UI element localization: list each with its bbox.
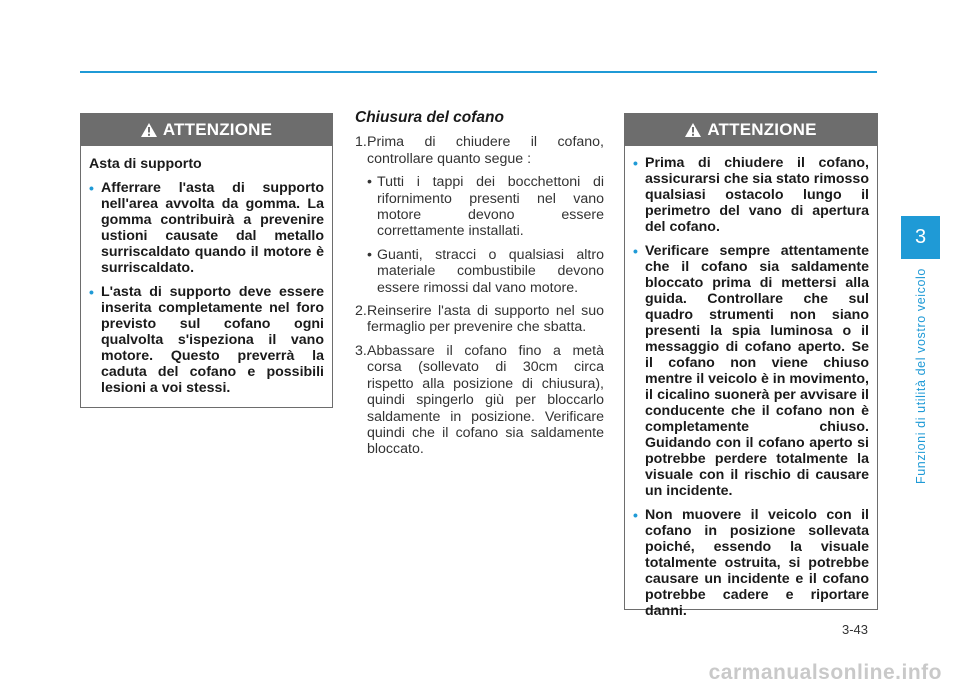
- warning-header-label: ATTENZIONE: [707, 120, 817, 139]
- warning-box-left: [80, 113, 333, 408]
- procedure-step: 2. Reinserire l'asta di supporto nel suo fermaglio per prevenire che sbatta.: [355, 303, 604, 336]
- bullet-dot-icon: •: [367, 246, 372, 263]
- bullet-dot-icon: •: [633, 243, 638, 259]
- chapter-title-vertical: Funzioni di utilità del vostro veicolo: [914, 268, 928, 484]
- page-number: 3-43: [842, 622, 869, 637]
- procedure-step: 3. Abbassare il cofano fino a metà corsa (sollevato di 30cm circa rispetto alla posizione di chiusura), quindi spingerlo giù per bloccarlo saldamente in posizione. Verificare quindi che il cofano sia saldamente bloccato.: [355, 342, 604, 458]
- watermark: carmanualsonline.info: [708, 661, 942, 684]
- warning-bullet: • Afferrare l'asta di supporto nell'area avvolta da gomma. La gomma contribuirà a prevenire ustioni causate dal metallo surriscaldato quando il motore è surriscaldato.: [89, 180, 324, 276]
- procedure-column: [355, 110, 604, 465]
- procedure-sub-bullet: • Guanti, stracci o qualsiasi altro materiale combustibile devono essere rimossi dal vano motore.: [367, 246, 604, 296]
- bullet-dot-icon: •: [633, 155, 638, 171]
- warning-triangle-icon: [685, 123, 701, 137]
- procedure-title: Chiusura del cofano: [355, 109, 504, 126]
- warning-triangle-icon: [141, 123, 157, 137]
- warning-bullet: • Verificare sempre attentamente che il cofano sia saldamente bloccato prima di mettersi alla guida. Controllare che sul quadro strumenti non siano presenti la spia luminosa o il messaggio di cofano aperto. Se il cofano non viene chiuso mentre il veicolo è in movimento, il cicalino suonerà per avvisare il conducente che il cofano non è completamente chiuso. Guidando con il cofano aperto si potrebbe perdere totalmente la visuale con il rischio di causare un incidente.: [633, 243, 869, 499]
- bullet-dot-icon: •: [89, 284, 94, 300]
- warning-bullet: • Non muovere il veicolo con il cofano in posizione sollevata poiché, essendo la visuale totalmente ostruita, si potrebbe causare un incidente e il cofano potrebbe cadere e riportare danni.: [633, 507, 869, 619]
- bullet-dot-icon: •: [367, 174, 372, 191]
- warning-box-right: [624, 113, 878, 619]
- chapter-tab: 3: [901, 216, 940, 259]
- top-divider: [80, 71, 877, 73]
- procedure-sub-bullet: • Tutti i tappi dei bocchettoni di rifornimento presenti nel vano motore devono essere correttamente installati.: [367, 174, 604, 240]
- bullet-dot-icon: •: [633, 507, 638, 523]
- procedure-step: 1. Prima di chiudere il cofano, controllare quanto segue : • Tutti i tappi dei bocchettoni di rifornimento presenti nel vano motore devono essere correttamente installati. • Guanti, stracci o qualsiasi altro materiale combustibile devono essere rimossi dal vano motore.: [355, 134, 604, 296]
- warning-header: [81, 114, 332, 146]
- warning-subtitle: Asta di supporto: [89, 156, 202, 172]
- warning-bullet: • Prima di chiudere il cofano, assicurarsi che sia stato rimosso qualsiasi ostacolo lungo il perimetro del vano di apertura del cofano.: [633, 155, 869, 235]
- warning-bullet: • L'asta di supporto deve essere inserita completamente nel foro previsto sul cofano ogni qualvolta s'ispeziona il vano motore. Questo preverrà la caduta del cofano e possibili lesioni a voi stessi.: [89, 284, 324, 396]
- bullet-dot-icon: •: [89, 180, 94, 196]
- warning-header: [625, 114, 877, 146]
- warning-header-label: ATTENZIONE: [162, 120, 273, 139]
